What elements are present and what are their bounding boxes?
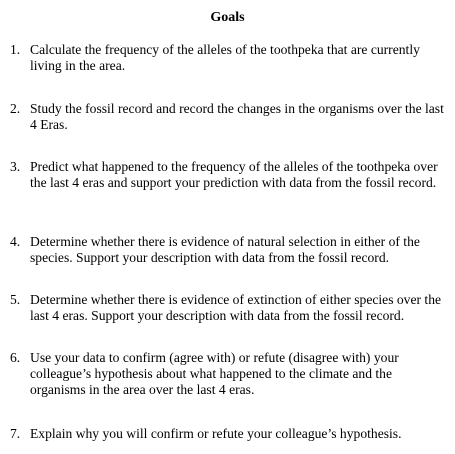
goal-item xyxy=(10,42,447,74)
goal-text: Calculate the frequency of the alleles of the toothpeka that are currently living in the area. xyxy=(30,42,420,73)
goal-text: Determine whether there is evidence of extinction of either species over the last 4 eras. Support your description with data from the fossil record. xyxy=(30,292,442,323)
goal-number: 5. xyxy=(10,292,21,307)
goal-item xyxy=(10,426,447,442)
goal-number: 7. xyxy=(10,426,21,441)
goal-item xyxy=(10,234,447,266)
goal-item xyxy=(10,159,447,191)
goal-item xyxy=(10,292,447,324)
goal-item xyxy=(10,350,447,398)
goal-number: 4. xyxy=(10,234,21,249)
goal-text: Explain why you will confirm or refute your colleague’s hypothesis. xyxy=(30,426,402,441)
goal-number: 1. xyxy=(10,42,21,57)
goal-number: 6. xyxy=(10,350,21,365)
goal-text: Predict what happened to the frequency of the alleles of the toothpeka over the last 4 eras and support your prediction with data from the fossil record. xyxy=(30,159,438,190)
goal-text: Study the fossil record and record the changes in the organisms over the last 4 Eras. xyxy=(30,101,444,132)
goal-text: Determine whether there is evidence of natural selection in either of the species. Support your description with data from the fossil record. xyxy=(30,234,420,265)
goal-item xyxy=(10,101,447,133)
goal-number: 3. xyxy=(10,159,21,174)
page-title: Goals xyxy=(210,10,245,25)
goal-number: 2. xyxy=(10,101,21,116)
goal-text: Use your data to confirm (agree with) or refute (disagree with) your colleague’s hypothesis about what happened to the climate and the organisms in the area over the last 4 eras. xyxy=(30,350,399,397)
